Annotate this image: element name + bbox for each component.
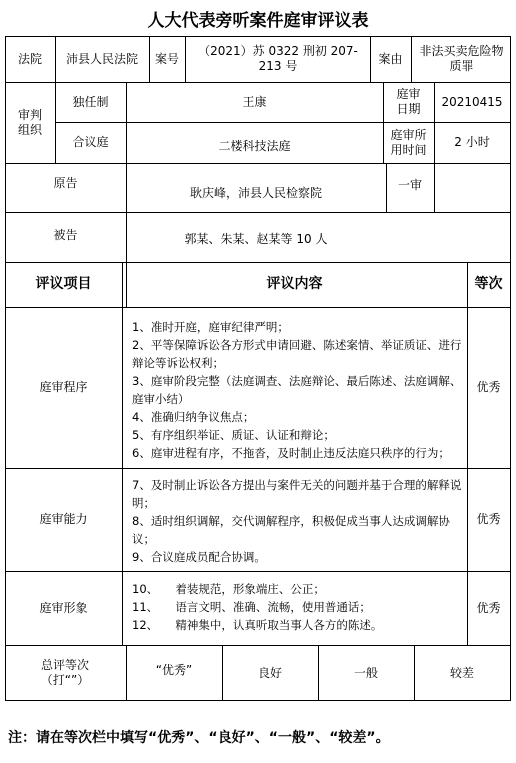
- overall-option-average[interactable]: 一般: [353, 665, 378, 680]
- trial-time-value: 2 小时: [454, 135, 490, 149]
- court-label: 法院: [17, 51, 42, 66]
- section-items: [132, 476, 465, 566]
- section-items: [132, 318, 465, 462]
- section-name: 庭审程序: [39, 380, 88, 394]
- list-item: 1、准时开庭，庭审纪律严明；: [132, 320, 289, 334]
- eval-grade-header: 等次: [474, 276, 503, 292]
- col-divider: [411, 36, 412, 82]
- eval-item-header: 评议项目: [35, 276, 92, 292]
- panel-label: 合议庭: [72, 135, 109, 149]
- court-value: 沛县人民法院: [65, 51, 138, 66]
- section-grade: 优秀: [476, 380, 501, 394]
- section-grade: 优秀: [476, 512, 501, 526]
- list-item: 11、 语言文明、准确、流畅，使用普通话；: [132, 600, 371, 614]
- list-item: 7、及时制止诉讼各方提出与案件无关的问题并基于合理的解释说明；: [132, 478, 462, 510]
- list-item: 2、平等保障诉讼各方形式申请回避、陈述案情、举证质证、进行辩论等诉讼权利；: [132, 338, 462, 370]
- section-name: 庭审能力: [39, 512, 88, 526]
- eval-content-header: 评议内容: [266, 276, 323, 292]
- trial-date-label: 庭审日期: [396, 87, 421, 116]
- case-number-label: 案号: [154, 51, 179, 66]
- overall-option-poor[interactable]: 较差: [449, 665, 474, 680]
- defendant-value: 郭某、朱某、赵某等 10 人: [184, 231, 328, 246]
- list-item: 10、 着装规范，形象端庄、公正；: [132, 582, 325, 596]
- sole-judge-label: 独任制: [72, 94, 109, 109]
- list-item: 8、适时组织调解，交代调解程序，积极促成当事人达成调解协议；: [132, 514, 450, 546]
- trial-org-label: 审判组织: [17, 107, 42, 137]
- col-divider: [185, 36, 186, 82]
- list-item: 9、合议庭成员配合协调。: [132, 550, 266, 564]
- overall-option-excellent[interactable]: “优秀”: [155, 662, 193, 677]
- footnote: 注：请在等次栏中填写“优秀”、“良好”、“一般”、“较差”。: [8, 730, 390, 746]
- form-title: 人大代表旁听案件庭审评议表: [147, 11, 369, 31]
- section-items: [132, 580, 465, 634]
- list-item: 5、有序组织举证、质证、认证和辩论；: [132, 428, 335, 442]
- panel-value: 二楼科技法庭: [218, 139, 291, 153]
- sole-judge-value: 王康: [242, 94, 267, 109]
- cause-label: 案由: [378, 51, 403, 66]
- overall-option-good[interactable]: 良好: [257, 665, 282, 680]
- section-grade: 优秀: [476, 600, 501, 615]
- overall-label: 总评等次（打“”）: [40, 658, 90, 687]
- list-item: 12、 精神集中，认真听取当事人各方的陈述。: [132, 618, 383, 632]
- list-item: 3、庭审阶段完整（法庭调查、法庭辩论、最后陈述、法庭调解、庭审小结）: [132, 374, 462, 406]
- case-number-value: （2021）苏 0322 刑初 207-213 号: [198, 44, 358, 73]
- col-divider: [383, 82, 384, 163]
- section-name: 庭审形象: [39, 600, 88, 615]
- plaintiff-label: 原告: [53, 175, 78, 190]
- trial-date-value: 20210415: [441, 94, 503, 109]
- instance-value: 一审: [397, 178, 422, 192]
- list-item: 6、庭审进程有序，不拖沓，及时制止违反法庭只秩序的行为；: [132, 446, 450, 460]
- trial-time-label: 庭审所用时间: [390, 127, 427, 157]
- cause-value: 非法买卖危险物质罪: [419, 44, 504, 73]
- table-border-right: [510, 36, 511, 701]
- list-item: 4、准确归纳争议焦点；: [132, 410, 255, 424]
- plaintiff-value: 耿庆峰，沛县人民检察院: [189, 186, 322, 200]
- defendant-label: 被告: [53, 227, 78, 242]
- col-divider: [122, 262, 123, 645]
